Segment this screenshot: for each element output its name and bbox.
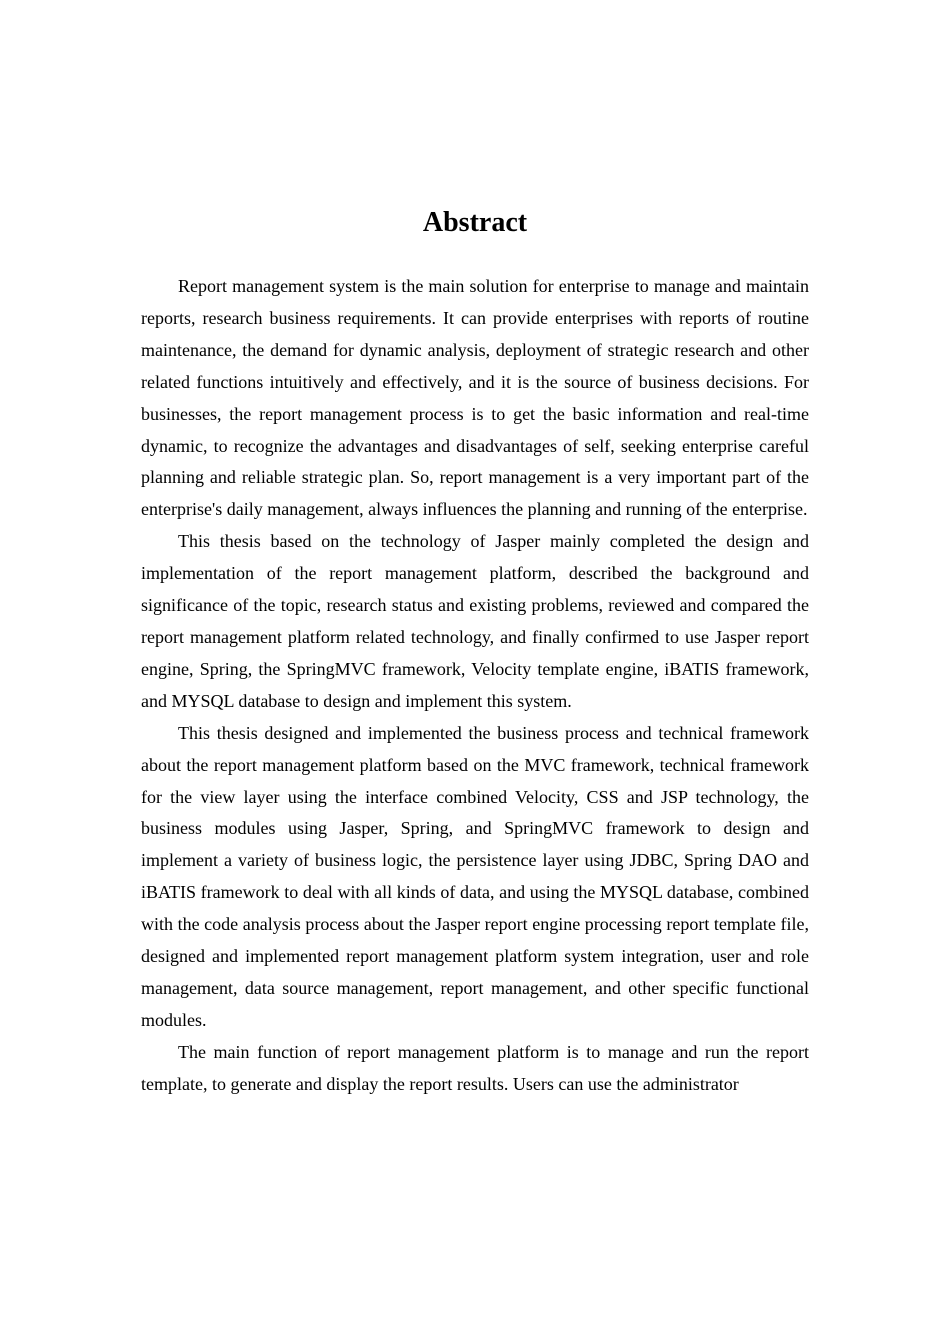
- abstract-body: [141, 271, 809, 1101]
- abstract-paragraph-1: Report management system is the main solution for enterprise to manage and maintain reports, research business requirements. It can provide enterprises with reports of routine maintenance, the demand for dynamic analysis, deployment of strategic research and other related functions intuitively and effectively, and it is the source of business decisions. For businesses, the report management process is to get the basic information and real-time dynamic, to recognize the advantages and disadvantages of self, seeking enterprise careful planning and reliable strategic plan. So, report management is a very important part of the enterprise's daily management, always influences the planning and running of the enterprise.: [141, 276, 809, 520]
- abstract-paragraph-2: This thesis based on the technology of Jasper mainly completed the design and implementation of the report management platform, described the background and significance of the topic, research status and existing problems, reviewed and compared the report management platform related technology, and finally confirmed to use Jasper report engine, Spring, the SpringMVC framework, Velocity template engine, iBATIS framework, and MYSQL database to design and implement this system.: [141, 531, 809, 711]
- abstract-title: Abstract: [422, 207, 528, 238]
- abstract-paragraph-4: The main function of report management platform is to manage and run the report template, to generate and display the report results. Users can use the administrator: [141, 1041, 809, 1094]
- abstract-paragraph-3: This thesis designed and implemented the business process and technical framework about the report management platform based on the MVC framework, technical framework for the view layer using the interface combined Velocity, CSS and JSP technology, the business modules using Jasper, Spring, and SpringMVC framework to design and implement a variety of business logic, the persistence layer using JDBC, Spring DAO and iBATIS framework to deal with all kinds of data, and using the MYSQL database, combined with the code analysis process about the Jasper report engine processing report template file, designed and implemented report management platform system integration, user and role management, data source management, report management, and other specific functional modules.: [141, 722, 809, 1030]
